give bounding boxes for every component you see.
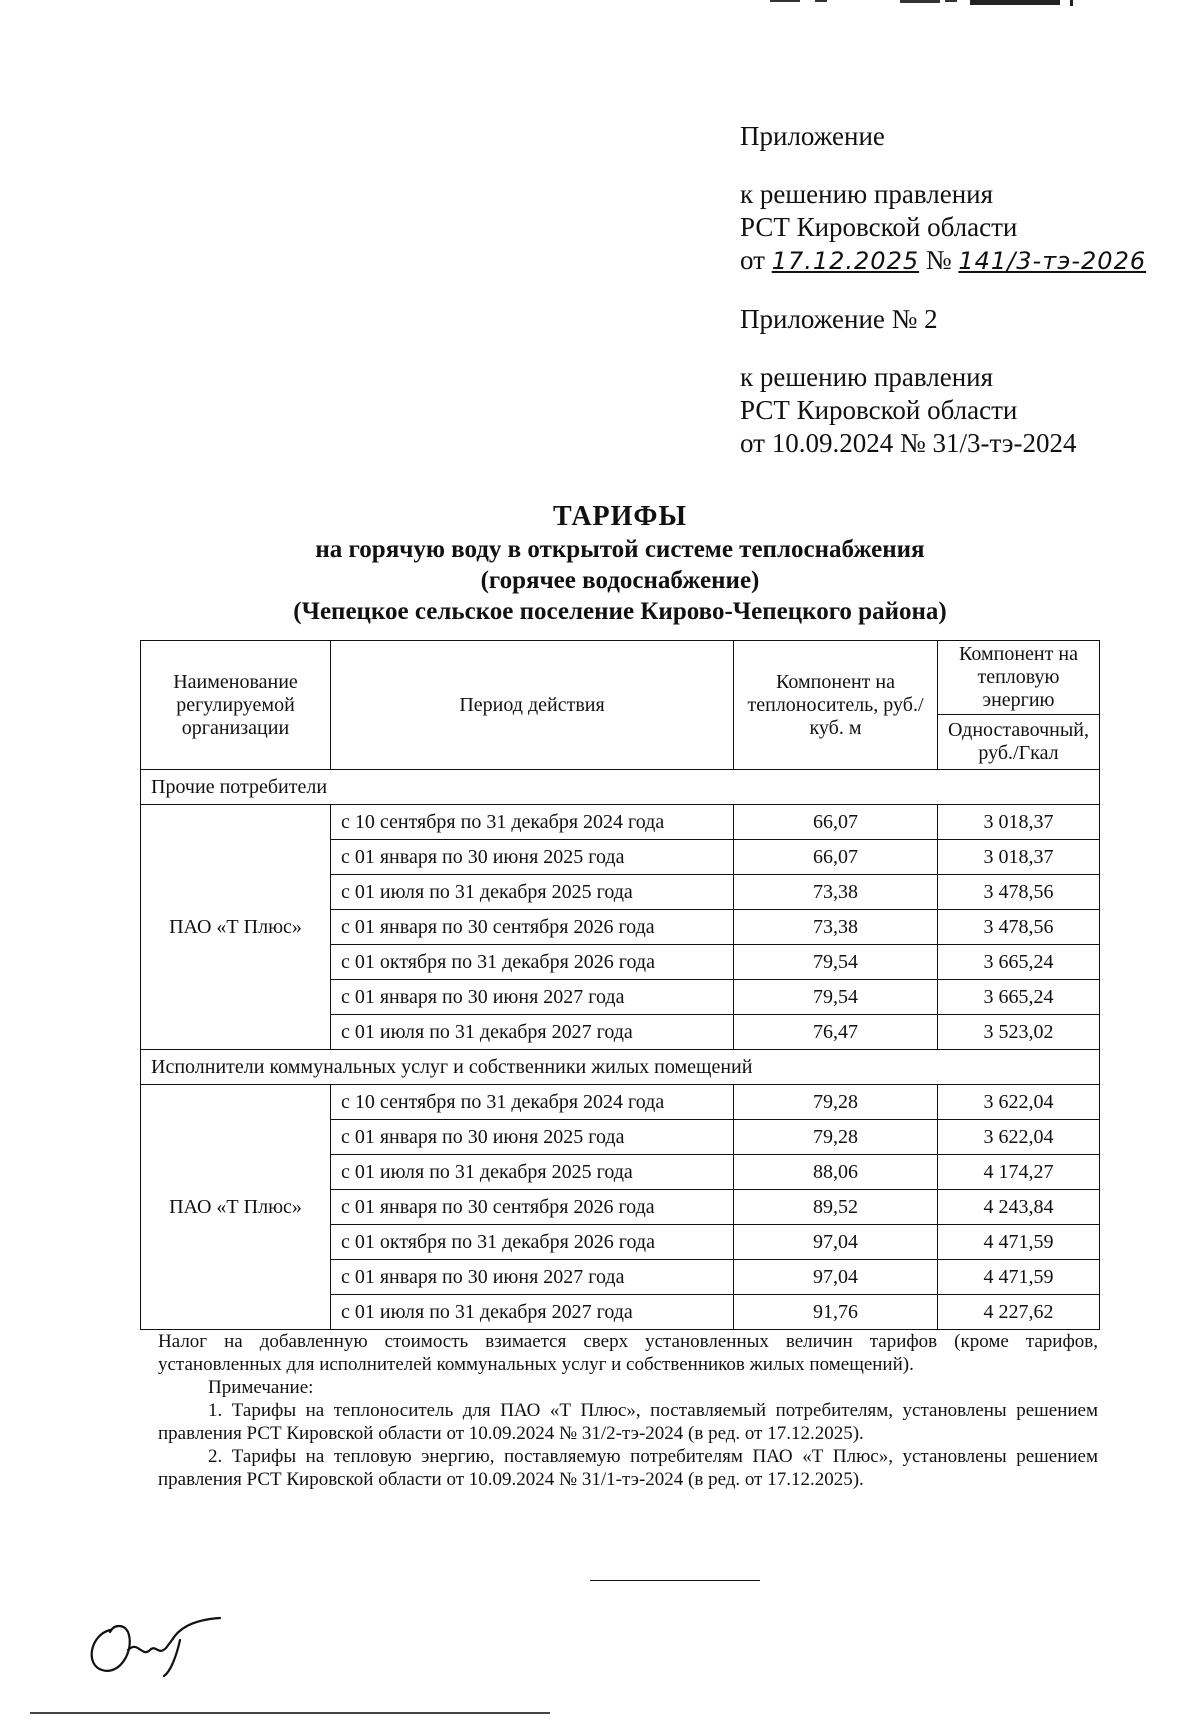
- carrier-cell: 79,28: [734, 1085, 938, 1120]
- tariff-table: [140, 640, 1100, 1330]
- period-cell: с 01 января по 30 июня 2027 года: [330, 1260, 733, 1295]
- decision-date-line: [740, 244, 1170, 278]
- carrier-cell: 97,04: [734, 1225, 938, 1260]
- title-line-2: на горячую воду в открытой системе теплоснабжения: [315, 536, 925, 563]
- tariff-table-body: [141, 770, 1100, 1330]
- appendix-header: [740, 120, 1170, 485]
- notes-heading: Примечание:: [208, 1377, 314, 1398]
- end-rule: [590, 1580, 760, 1581]
- organization-cell: ПАО «Т Плюс»: [141, 1085, 331, 1330]
- header-period: Период действия: [330, 641, 733, 770]
- period-cell: с 01 января по 30 июня 2025 года: [330, 1120, 733, 1155]
- energy-cell: 3 622,04: [938, 1085, 1100, 1120]
- header-carrier: Компонент на теплоноситель, руб./куб. м: [734, 641, 938, 770]
- period-cell: с 01 июля по 31 декабря 2027 года: [330, 1015, 733, 1050]
- energy-cell: 4 243,84: [938, 1190, 1100, 1225]
- carrier-cell: 66,07: [734, 840, 938, 875]
- period-cell: с 10 сентября по 31 декабря 2024 года: [330, 1085, 733, 1120]
- appendix2-line-2: РСТ Кировской области: [740, 395, 1018, 425]
- title-line-4: (Чепецкое сельское поселение Кирово-Чепецкого района): [293, 598, 947, 625]
- carrier-cell: 73,38: [734, 875, 938, 910]
- carrier-cell: 76,47: [734, 1015, 938, 1050]
- carrier-cell: 88,06: [734, 1155, 938, 1190]
- header-energy-sub: Одноставочный, руб./Гкал: [938, 715, 1100, 770]
- energy-cell: 3 478,56: [938, 910, 1100, 945]
- header-organization: Наименование регулируемой организации: [141, 641, 331, 770]
- group-row: [141, 770, 1100, 805]
- handwritten-date: 17.12.2025: [771, 247, 920, 275]
- date-prefix: от: [740, 245, 765, 275]
- bottom-scan-line: [30, 1712, 550, 1714]
- appendix2-line-1: к решению правления: [740, 362, 994, 392]
- carrier-cell: 91,76: [734, 1295, 938, 1330]
- energy-cell: 3 622,04: [938, 1120, 1100, 1155]
- energy-cell: 4 471,59: [938, 1225, 1100, 1260]
- period-cell: с 01 января по 30 сентября 2026 года: [330, 910, 733, 945]
- energy-cell: 3 478,56: [938, 875, 1100, 910]
- document-title: [140, 500, 1100, 627]
- carrier-cell: 66,07: [734, 805, 938, 840]
- period-cell: с 01 января по 30 сентября 2026 года: [330, 1190, 733, 1225]
- decision-line-1: к решению правления: [740, 179, 994, 209]
- energy-cell: 3 523,02: [938, 1015, 1100, 1050]
- decision-line-2: РСТ Кировской области: [740, 212, 1018, 242]
- header-energy: Компонент на тепловую энергию: [938, 641, 1100, 715]
- energy-cell: 3 665,24: [938, 980, 1100, 1015]
- period-cell: с 01 октября по 31 декабря 2026 года: [330, 945, 733, 980]
- carrier-cell: 73,38: [734, 910, 938, 945]
- carrier-cell: 79,54: [734, 945, 938, 980]
- energy-cell: 3 018,37: [938, 840, 1100, 875]
- handwritten-number: 141/3-тэ-2026: [958, 247, 1147, 275]
- carrier-cell: 79,28: [734, 1120, 938, 1155]
- period-cell: с 01 июля по 31 декабря 2025 года: [330, 875, 733, 910]
- appendix2-line-3: от 10.09.2024 № 31/3-тэ-2024: [740, 428, 1077, 458]
- organization-cell: ПАО «Т Плюс»: [141, 805, 331, 1050]
- period-cell: с 10 сентября по 31 декабря 2024 года: [330, 805, 733, 840]
- energy-cell: 4 471,59: [938, 1260, 1100, 1295]
- scan-marks: [770, 0, 1100, 8]
- table-row: [141, 805, 1100, 840]
- energy-cell: 3 665,24: [938, 945, 1100, 980]
- number-sign: №: [925, 245, 952, 275]
- period-cell: с 01 января по 30 июня 2025 года: [330, 840, 733, 875]
- vat-note: Налог на добавленную стоимость взимается сверх установленных величин тарифов (кроме тарифов, установленных для исполнителей коммунальных услуг и собственников жилых помещений).: [158, 1331, 1098, 1375]
- period-cell: с 01 июля по 31 декабря 2027 года: [330, 1295, 733, 1330]
- carrier-cell: 97,04: [734, 1260, 938, 1295]
- title-line-3: (горячее водоснабжение): [480, 567, 760, 594]
- period-cell: с 01 июля по 31 декабря 2025 года: [330, 1155, 733, 1190]
- group-row: [141, 1050, 1100, 1085]
- appendix2-title: Приложение № 2: [740, 304, 938, 334]
- carrier-cell: 79,54: [734, 980, 938, 1015]
- group-label: Прочие потребители: [141, 770, 1100, 805]
- note-2: 2. Тарифы на тепловую энергию, поставляемую потребителям ПАО «Т Плюс», установлены решением правления РСТ Кировской области от 10.09.2024 № 31/1-тэ-2024 (в ред. от 17.12.2025).: [158, 1446, 1098, 1490]
- period-cell: с 01 октября по 31 декабря 2026 года: [330, 1225, 733, 1260]
- group-label: Исполнители коммунальных услуг и собственники жилых помещений: [141, 1050, 1100, 1085]
- energy-cell: 3 018,37: [938, 805, 1100, 840]
- title-main: ТАРИФЫ: [553, 501, 687, 532]
- energy-cell: 4 227,62: [938, 1295, 1100, 1330]
- period-cell: с 01 января по 30 июня 2027 года: [330, 980, 733, 1015]
- notes-section: [158, 1330, 1098, 1491]
- appendix-title: Приложение: [740, 121, 885, 151]
- energy-cell: 4 174,27: [938, 1155, 1100, 1190]
- note-1: 1. Тарифы на теплоноситель для ПАО «Т Плюс», поставляемый потребителям, установлены решением правления РСТ Кировской области от 10.09.2024 № 31/2-тэ-2024 (в ред. от 17.12.2025).: [158, 1400, 1098, 1444]
- signature: [80, 1610, 250, 1680]
- carrier-cell: 89,52: [734, 1190, 938, 1225]
- table-row: [141, 1085, 1100, 1120]
